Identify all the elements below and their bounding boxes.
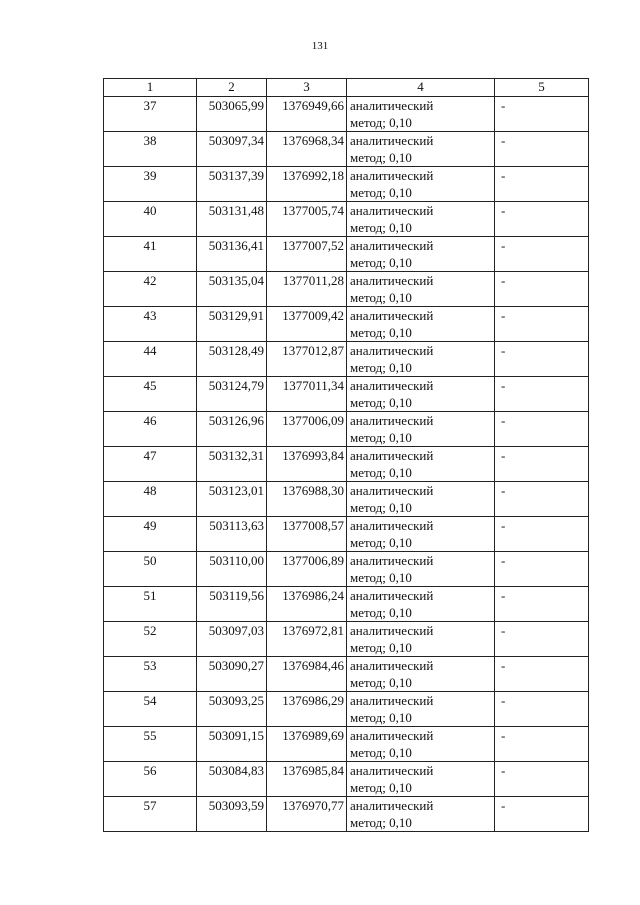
x-coordinate-cell: 503135,04: [197, 272, 267, 307]
accuracy-text: метод; 0,10: [350, 465, 412, 480]
column-header: 3: [267, 79, 347, 97]
x-coordinate-cell: 503093,59: [197, 797, 267, 832]
method-text: аналитический: [350, 798, 434, 813]
point-number-cell: 55: [104, 727, 197, 762]
accuracy-text: метод; 0,10: [350, 605, 412, 620]
accuracy-text: метод; 0,10: [350, 640, 412, 655]
method-cell: [347, 272, 495, 307]
table-row: [104, 797, 589, 832]
table-row: [104, 447, 589, 482]
note-cell: -: [495, 692, 589, 727]
method-text: аналитический: [350, 98, 434, 113]
note-cell: -: [495, 167, 589, 202]
table-row: [104, 272, 589, 307]
note-cell: -: [495, 587, 589, 622]
column-header: 4: [347, 79, 495, 97]
accuracy-text: метод; 0,10: [350, 710, 412, 725]
accuracy-text: метод; 0,10: [350, 325, 412, 340]
table-row: [104, 692, 589, 727]
point-number-cell: 52: [104, 622, 197, 657]
method-text: аналитический: [350, 168, 434, 183]
accuracy-text: метод; 0,10: [350, 150, 412, 165]
accuracy-text: метод; 0,10: [350, 185, 412, 200]
method-text: аналитический: [350, 658, 434, 673]
y-coordinate-cell: 1376985,84: [267, 762, 347, 797]
accuracy-text: метод; 0,10: [350, 115, 412, 130]
method-cell: [347, 552, 495, 587]
x-coordinate-cell: 503131,48: [197, 202, 267, 237]
accuracy-text: метод; 0,10: [350, 745, 412, 760]
note-cell: -: [495, 377, 589, 412]
table-header-row: [104, 79, 589, 97]
point-number-cell: 46: [104, 412, 197, 447]
method-cell: [347, 97, 495, 132]
method-cell: [347, 167, 495, 202]
y-coordinate-cell: 1377006,89: [267, 552, 347, 587]
accuracy-text: метод; 0,10: [350, 815, 412, 830]
method-cell: [347, 377, 495, 412]
method-cell: [347, 587, 495, 622]
note-cell: -: [495, 307, 589, 342]
method-cell: [347, 412, 495, 447]
x-coordinate-cell: 503137,39: [197, 167, 267, 202]
note-cell: -: [495, 237, 589, 272]
page-number: 131: [311, 40, 329, 52]
accuracy-text: метод; 0,10: [350, 220, 412, 235]
accuracy-text: метод; 0,10: [350, 395, 412, 410]
method-text: аналитический: [350, 728, 434, 743]
x-coordinate-cell: 503097,34: [197, 132, 267, 167]
table-row: [104, 342, 589, 377]
table-row: [104, 167, 589, 202]
method-cell: [347, 237, 495, 272]
y-coordinate-cell: 1377011,28: [267, 272, 347, 307]
table-row: [104, 377, 589, 412]
point-number-cell: 38: [104, 132, 197, 167]
point-number-cell: 51: [104, 587, 197, 622]
y-coordinate-cell: 1376972,81: [267, 622, 347, 657]
accuracy-text: метод; 0,10: [350, 535, 412, 550]
x-coordinate-cell: 503113,63: [197, 517, 267, 552]
table-row: [104, 237, 589, 272]
note-cell: -: [495, 132, 589, 167]
note-cell: -: [495, 202, 589, 237]
method-text: аналитический: [350, 448, 434, 463]
point-number-cell: 44: [104, 342, 197, 377]
y-coordinate-cell: 1376970,77: [267, 797, 347, 832]
method-text: аналитический: [350, 378, 434, 393]
point-number-cell: 47: [104, 447, 197, 482]
method-text: аналитический: [350, 413, 434, 428]
accuracy-text: метод; 0,10: [350, 500, 412, 515]
note-cell: -: [495, 762, 589, 797]
table-row: [104, 657, 589, 692]
point-number-cell: 49: [104, 517, 197, 552]
accuracy-text: метод; 0,10: [350, 255, 412, 270]
coordinates-table: [103, 78, 589, 832]
method-text: аналитический: [350, 483, 434, 498]
accuracy-text: метод; 0,10: [350, 360, 412, 375]
x-coordinate-cell: 503136,41: [197, 237, 267, 272]
point-number-cell: 37: [104, 97, 197, 132]
note-cell: -: [495, 517, 589, 552]
method-text: аналитический: [350, 588, 434, 603]
table-row: [104, 587, 589, 622]
method-text: аналитический: [350, 623, 434, 638]
accuracy-text: метод; 0,10: [350, 290, 412, 305]
column-header: 1: [104, 79, 197, 97]
x-coordinate-cell: 503119,56: [197, 587, 267, 622]
y-coordinate-cell: 1377006,09: [267, 412, 347, 447]
method-cell: [347, 762, 495, 797]
table-row: [104, 482, 589, 517]
point-number-cell: 54: [104, 692, 197, 727]
x-coordinate-cell: 503132,31: [197, 447, 267, 482]
x-coordinate-cell: 503090,27: [197, 657, 267, 692]
table-row: [104, 412, 589, 447]
table-row: [104, 727, 589, 762]
table-row: [104, 517, 589, 552]
point-number-cell: 53: [104, 657, 197, 692]
y-coordinate-cell: 1376986,29: [267, 692, 347, 727]
method-text: аналитический: [350, 553, 434, 568]
x-coordinate-cell: 503128,49: [197, 342, 267, 377]
method-text: аналитический: [350, 273, 434, 288]
point-number-cell: 41: [104, 237, 197, 272]
point-number-cell: 50: [104, 552, 197, 587]
note-cell: -: [495, 727, 589, 762]
note-cell: -: [495, 97, 589, 132]
method-text: аналитический: [350, 343, 434, 358]
method-cell: [347, 132, 495, 167]
point-number-cell: 40: [104, 202, 197, 237]
note-cell: -: [495, 412, 589, 447]
column-header: 5: [495, 79, 589, 97]
point-number-cell: 48: [104, 482, 197, 517]
method-cell: [347, 622, 495, 657]
y-coordinate-cell: 1377012,87: [267, 342, 347, 377]
method-text: аналитический: [350, 308, 434, 323]
y-coordinate-cell: 1376986,24: [267, 587, 347, 622]
table-row: [104, 307, 589, 342]
point-number-cell: 39: [104, 167, 197, 202]
method-cell: [347, 692, 495, 727]
y-coordinate-cell: 1376949,66: [267, 97, 347, 132]
table-row: [104, 97, 589, 132]
y-coordinate-cell: 1376984,46: [267, 657, 347, 692]
x-coordinate-cell: 503093,25: [197, 692, 267, 727]
method-text: аналитический: [350, 238, 434, 253]
x-coordinate-cell: 503091,15: [197, 727, 267, 762]
accuracy-text: метод; 0,10: [350, 430, 412, 445]
note-cell: -: [495, 657, 589, 692]
y-coordinate-cell: 1377011,34: [267, 377, 347, 412]
x-coordinate-cell: 503065,99: [197, 97, 267, 132]
method-cell: [347, 307, 495, 342]
note-cell: -: [495, 622, 589, 657]
table-row: [104, 132, 589, 167]
note-cell: -: [495, 272, 589, 307]
x-coordinate-cell: 503097,03: [197, 622, 267, 657]
y-coordinate-cell: 1377009,42: [267, 307, 347, 342]
method-text: аналитический: [350, 203, 434, 218]
point-number-cell: 45: [104, 377, 197, 412]
x-coordinate-cell: 503126,96: [197, 412, 267, 447]
y-coordinate-cell: 1377008,57: [267, 517, 347, 552]
x-coordinate-cell: 503129,91: [197, 307, 267, 342]
x-coordinate-cell: 503123,01: [197, 482, 267, 517]
note-cell: -: [495, 447, 589, 482]
table-body: [104, 97, 589, 832]
y-coordinate-cell: 1376992,18: [267, 167, 347, 202]
point-number-cell: 56: [104, 762, 197, 797]
method-cell: [347, 342, 495, 377]
method-cell: [347, 657, 495, 692]
method-cell: [347, 517, 495, 552]
note-cell: -: [495, 342, 589, 377]
accuracy-text: метод; 0,10: [350, 570, 412, 585]
x-coordinate-cell: 503084,83: [197, 762, 267, 797]
y-coordinate-cell: 1376989,69: [267, 727, 347, 762]
point-number-cell: 43: [104, 307, 197, 342]
y-coordinate-cell: 1376968,34: [267, 132, 347, 167]
method-text: аналитический: [350, 133, 434, 148]
accuracy-text: метод; 0,10: [350, 675, 412, 690]
method-text: аналитический: [350, 518, 434, 533]
table-row: [104, 552, 589, 587]
accuracy-text: метод; 0,10: [350, 780, 412, 795]
point-number-cell: 42: [104, 272, 197, 307]
x-coordinate-cell: 503110,00: [197, 552, 267, 587]
method-cell: [347, 482, 495, 517]
method-text: аналитический: [350, 763, 434, 778]
x-coordinate-cell: 503124,79: [197, 377, 267, 412]
method-text: аналитический: [350, 693, 434, 708]
note-cell: -: [495, 482, 589, 517]
y-coordinate-cell: 1377007,52: [267, 237, 347, 272]
method-cell: [347, 727, 495, 762]
method-cell: [347, 447, 495, 482]
table-row: [104, 762, 589, 797]
method-cell: [347, 202, 495, 237]
column-header: 2: [197, 79, 267, 97]
y-coordinate-cell: 1376988,30: [267, 482, 347, 517]
point-number-cell: 57: [104, 797, 197, 832]
table-row: [104, 622, 589, 657]
method-cell: [347, 797, 495, 832]
note-cell: -: [495, 552, 589, 587]
y-coordinate-cell: 1377005,74: [267, 202, 347, 237]
table-row: [104, 202, 589, 237]
note-cell: -: [495, 797, 589, 832]
y-coordinate-cell: 1376993,84: [267, 447, 347, 482]
